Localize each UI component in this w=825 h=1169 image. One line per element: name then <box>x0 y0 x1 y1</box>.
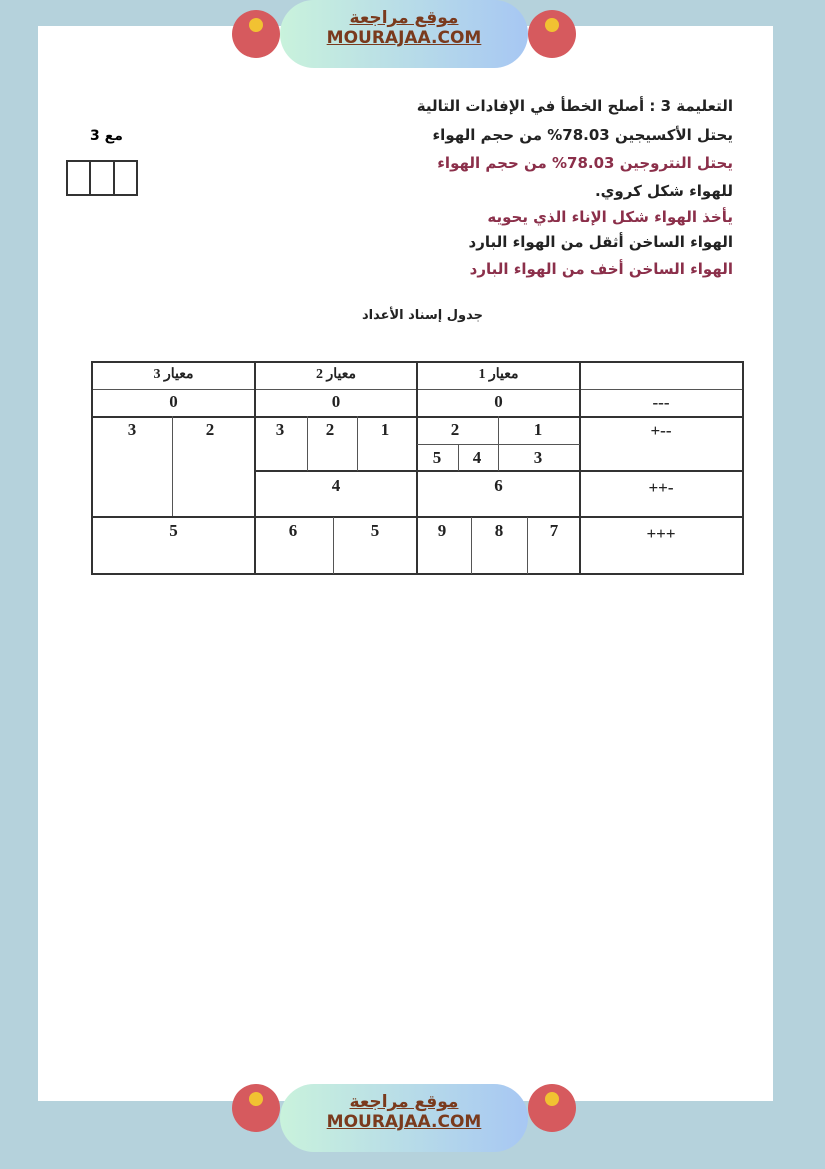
statement: يحتل الأكسيجين 78.03% من حجم الهواء <box>432 126 733 144</box>
logo-right <box>528 10 576 58</box>
score-boxes <box>66 160 138 196</box>
cell: 5 <box>432 448 442 467</box>
cell: 5 <box>370 521 380 540</box>
cell: 4 <box>331 476 341 495</box>
cell: 0 <box>494 392 503 411</box>
header-criterion-2: معيار 2 <box>315 367 356 382</box>
cell: 8 <box>494 521 504 540</box>
cell: 0 <box>169 392 178 411</box>
statement: للهواء شكل كروي. <box>594 182 733 200</box>
header-criterion-3: معيار 3 <box>153 367 194 382</box>
banner-site[interactable]: MOURAJAA.COM <box>326 1112 482 1132</box>
row-label: +-- <box>650 421 672 440</box>
correction: الهواء الساخن أخف من الهواء البارد <box>469 260 733 278</box>
banner-site[interactable]: MOURAJAA.COM <box>326 28 482 48</box>
logo-right-footer <box>528 1084 576 1132</box>
cell: 2 <box>450 420 460 439</box>
cell: 5 <box>169 521 178 540</box>
banner-arabic[interactable]: موقع مراجعة <box>349 8 459 28</box>
cell: 1 <box>380 420 390 439</box>
cell: 1 <box>533 420 543 439</box>
cell: 6 <box>288 521 298 540</box>
score-label: مع 3 <box>90 128 123 144</box>
row-label: ++- <box>648 478 674 497</box>
cell: 0 <box>331 392 341 411</box>
footer-banner[interactable] <box>280 1084 528 1152</box>
cell: 2 <box>205 420 215 439</box>
cell: 3 <box>275 420 285 439</box>
logo-left-footer <box>232 1084 280 1132</box>
row-label: +++ <box>646 524 676 543</box>
statement: الهواء الساخن أثقل من الهواء البارد <box>468 233 733 251</box>
correction: يأخذ الهواء شكل الإناء الذي يحويه <box>487 208 733 226</box>
table-title: جدول إسناد الأعداد <box>361 308 483 323</box>
header-criterion-1: معيار 1 <box>478 367 519 382</box>
cell: 4 <box>472 448 482 467</box>
cell: 2 <box>325 420 335 439</box>
instruction: التعليمة 3 : أصلح الخطأ في الإفادات التالية <box>416 97 733 115</box>
row-label: --- <box>652 393 670 412</box>
logo-left <box>232 10 280 58</box>
cell: 3 <box>533 448 543 467</box>
header-banner[interactable] <box>280 0 528 68</box>
cell: 7 <box>549 521 559 540</box>
cell: 6 <box>494 476 503 495</box>
banner-arabic[interactable]: موقع مراجعة <box>349 1092 459 1112</box>
cell: 3 <box>127 420 137 439</box>
correction: يحتل النتروجين 78.03% من حجم الهواء <box>437 154 733 172</box>
cell: 9 <box>437 521 447 540</box>
